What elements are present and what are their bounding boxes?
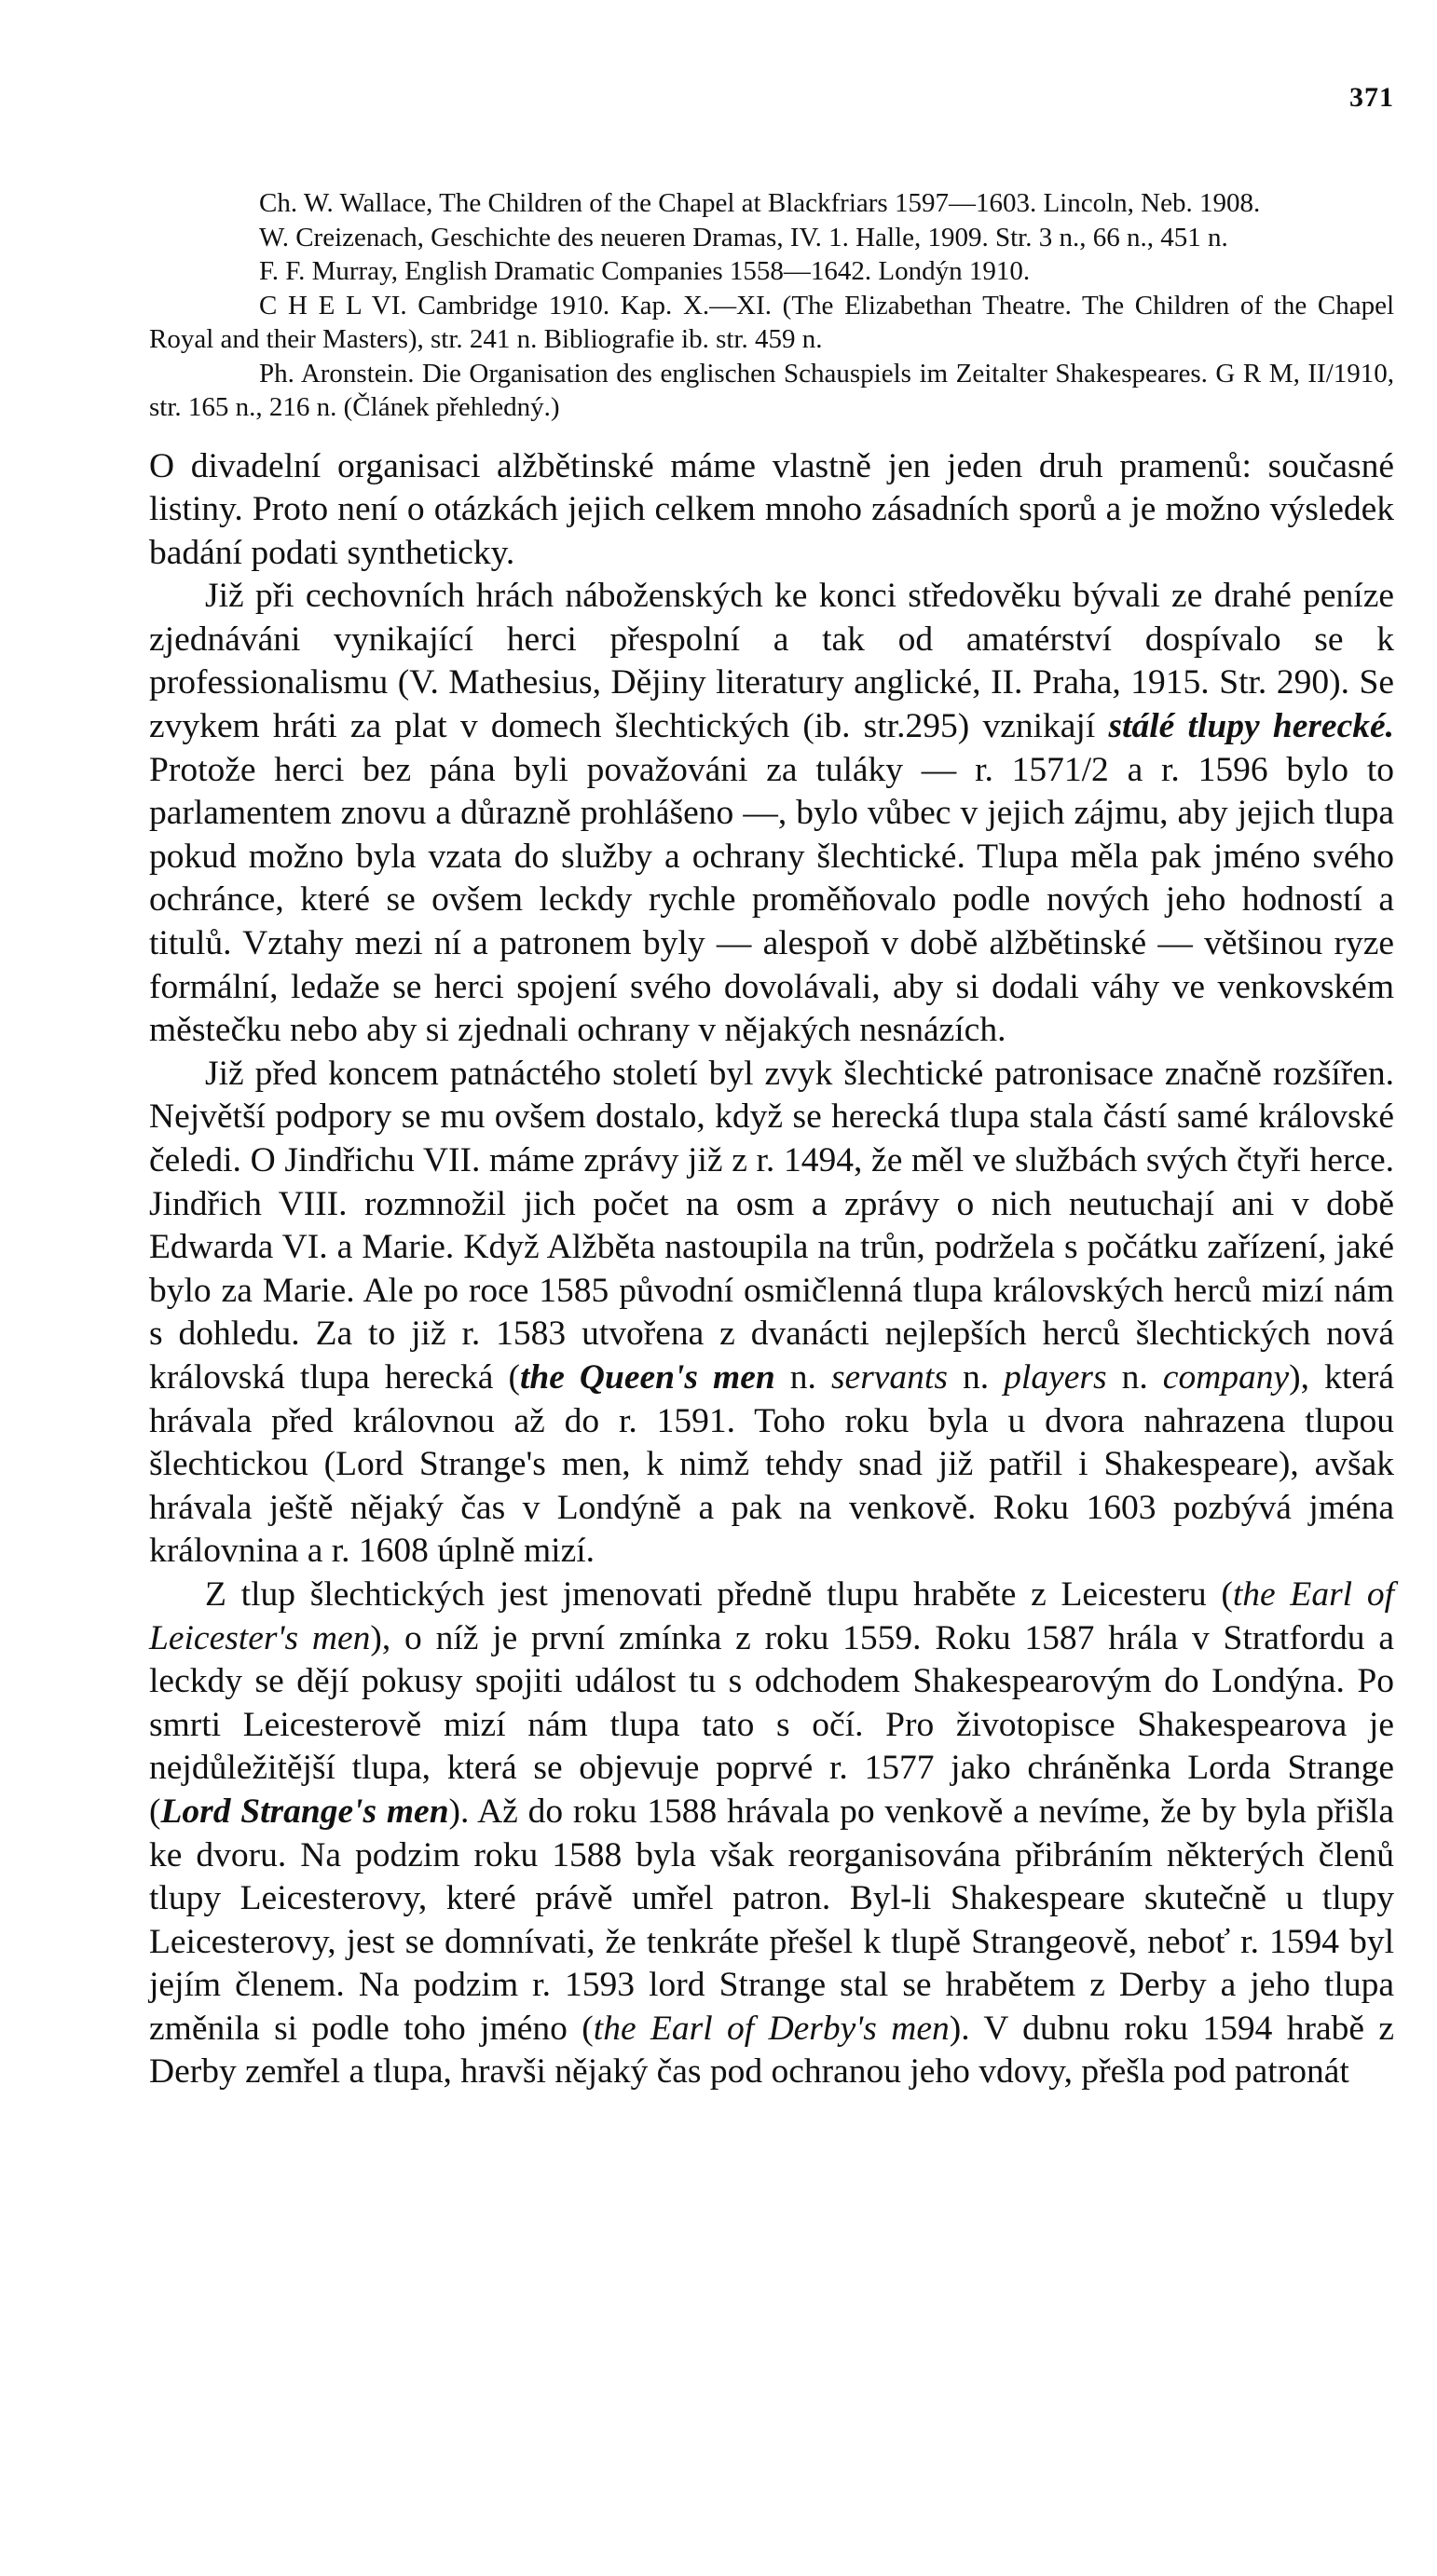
bibliography-entry: Ch. W. Wallace, The Children of the Chapel at Blackfriars 1597—1603. Lincoln, Neb. 1908. xyxy=(259,188,1261,218)
emphasis-term: Lord Strange's men xyxy=(160,1792,449,1831)
paragraph-guild-plays xyxy=(149,575,1394,1053)
paragraph-text: ). Až do roku 1588 hrávala po venkově a nevíme, že by byla přišla ke dvoru. Na podzim roku 1588 byla však reorganisována přibráním některých členů tlupy Leicesterovy, které právě umřel patron. Byl-li Shakespeare skutečně u tlupy Leicesterovy, jest se domnívati, že tenkráte přešel k tlupě Strangeově, neboť r. 1594 byl jejím členem. Na podzim r. 1593 lord Strange stal se hrabětem z Derby a jeho tlupa změnila si podle toho jméno ( xyxy=(149,1792,1394,2048)
emphasis-term: stálé tlupy herecké. xyxy=(1108,707,1394,746)
emphasis-term: servants xyxy=(830,1357,948,1397)
paragraph-sources xyxy=(149,445,1394,576)
paragraph-noble-companies xyxy=(149,1574,1394,2094)
paragraph-text: Z tlup šlechtických jest jmenovati předně tlupu hraběte z Leicesteru ( xyxy=(205,1574,1233,1614)
paragraph-text: Již při cechovních hrách náboženských ke konci středověku bývali ze drahé peníze zjednáváni vynikající herci přespolní a tak od amatérství dospívalo se k professionalismu (V. Mathesius, Dějiny literatury anglické, II. Praha, 1915. Str. 290). Se zvykem hráti za plat v domech šlechtických (ib. str.295) vznikají xyxy=(149,577,1394,746)
bibliography-entry: Ph. Aronstein. Die Organisation des englischen Schauspiels im Zeitalter Shakespeares. G R M, II/1910, str. 165 n., 216 n. (Článek přehledný.) xyxy=(149,358,1394,422)
paragraph-text: ), o níž je první zmínka z roku 1559. Roku 1587 hrála v Stratfordu a leckdy se dějí pokusy spojiti událost tu s odchodem Shakespearovým do Londýna. Po smrti Leicesterově mizí nám tlupa tato s očí. Pro životopisce Shakespearova je nejdůležitější tlupa, která se objevuje poprvé r. 1577 jako chráněnka Lorda Strange ( xyxy=(149,1618,1395,1831)
paragraph-text: n. xyxy=(774,1357,831,1397)
paragraph-text: Protože herci bez pána byli považováni za tuláky — r. 1571/2 a r. 1596 bylo to parlamentem znovu a důrazně prohlášeno —, bylo vůbec v jejich zájmu, aby jejich tlupa pokud možno byla vzata do služby a ochrany šlechtické. Tlupa měla pak jméno svého ochránce, které se ovšem leckdy rychle proměňovalo podle nových jeho hodností a titulů. Vztahy mezi ní a patronem byly — alespoň v době alžbětinské — většinou ryze formální, ledaže se herci spojení svého dovolávali, aby si dodali váhy ve venkovském městečku nebo aby si zjednali ochrany v nějakých nesnázích. xyxy=(149,750,1394,1050)
paragraph-text: O divadelní organisaci alžbětinské máme vlastně jen jeden druh pramenů: současné listiny. Proto není o otázkách jejich celkem mnoho zásadních sporů a je možno výsledek badání podati syntheticky. xyxy=(149,446,1394,572)
bibliography-entry: F. F. Murray, English Dramatic Companies 1558—1642. Londýn 1910. xyxy=(259,256,1031,286)
paragraph-text: n. xyxy=(947,1357,1005,1397)
paragraph-text: ). V dubnu roku 1594 hrabě z Derby zemřel a tlupa, hravši nějaký čas pod ochranou jeho vdovy, přešla pod patronát xyxy=(149,2009,1395,2092)
bibliography xyxy=(149,186,1394,425)
emphasis-term: the Earl of Derby's men xyxy=(593,2009,950,2048)
emphasis-term: the Queen's men xyxy=(519,1357,775,1397)
bibliography-entry: W. Creizenach, Geschichte des neueren Dramas, IV. 1. Halle, 1909. Str. 3 n., 66 n., 451 n. xyxy=(259,222,1228,252)
body-text xyxy=(149,445,1394,2095)
emphasis-term: company xyxy=(1162,1357,1290,1397)
page-number: 371 xyxy=(1349,82,1394,113)
bibliography-entry: C H E L VI. Cambridge 1910. Kap. X.—XI. (The Elizabethan Theatre. The Children of the Chapel Royal and their Masters), str. 241 n. Bibliografie ib. str. 459 n. xyxy=(149,290,1394,354)
paragraph-text: Již před koncem patnáctého století byl zvyk šlechtické patronisace značně rozšířen. Největší podpory se mu ovšem dostalo, když se herecká tlupa stala částí samé královské čeledi. O Jindřichu VII. máme zprávy již z r. 1494, že měl ve službách svých čtyři herce. Jindřich VIII. rozmnožil jich počet na osm a zprávy o nich neutuchají ani v době Edwarda VI. a Marie. Když Alžběta nastoupila na trůn, podržela s počátku zařízení, jaké bylo za Marie. Ale po roce 1585 původní osmičlenná tlupa královských herců mizí nám s dohledu. Za to již r. 1583 utvořena z dvanácti nejlepších herců šlechtických nová královská tlupa herecká ( xyxy=(149,1054,1394,1397)
paragraph-text: ), která hrávala před královnou až do r. 1591. Toho roku byla u dvora nahrazena tlupou šlechtickou (Lord Strange's men, k nimž tehdy snad již patřil i Shakespeare), avšak hrávala ještě nějaký čas v Londýně a pak na venkově. Roku 1603 pozbývá jména královnina a r. 1608 úplně mizí. xyxy=(149,1357,1395,1571)
paragraph-royal-patronage xyxy=(149,1053,1394,1574)
emphasis-term: the Earl of Leicester's men xyxy=(149,1574,1394,1657)
paragraph-text: n. xyxy=(1106,1357,1163,1397)
page-content xyxy=(149,84,1394,2094)
emphasis-term: players xyxy=(1004,1357,1107,1397)
